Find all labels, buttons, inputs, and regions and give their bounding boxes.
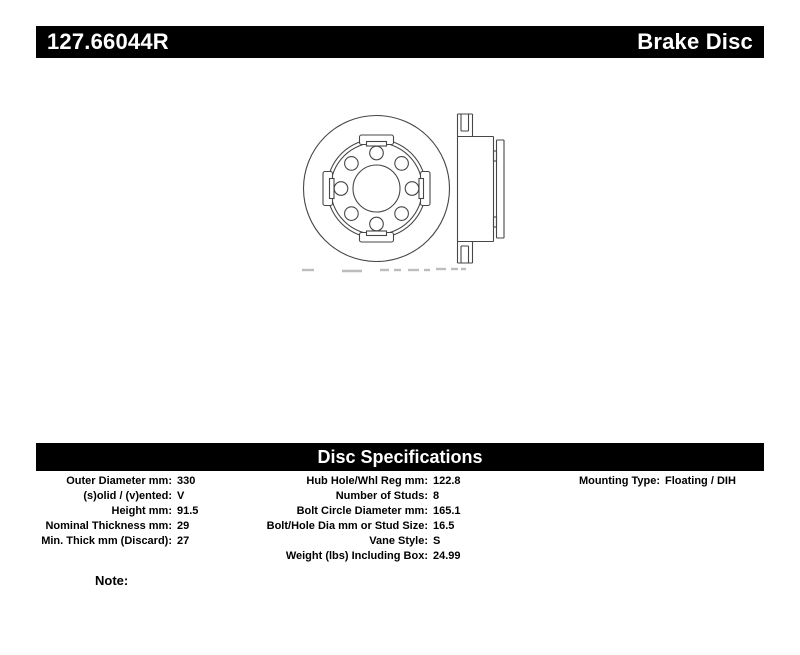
spec-value: Floating / DIH (665, 475, 736, 487)
spec-value: 91.5 (177, 505, 199, 517)
spec-row-outer-diameter (36, 474, 198, 489)
spec-column-left (36, 474, 198, 549)
illegible-watermark-text (302, 269, 466, 271)
spec-label: Bolt/Hole Dia mm or Stud Size: (266, 520, 428, 532)
spec-label: Height mm: (111, 505, 172, 517)
spec-value: 330 (177, 475, 196, 487)
spec-row-min-thickness (36, 534, 198, 549)
spec-row-bolt-circle (262, 504, 461, 519)
spec-label: (s)olid / (v)ented: (83, 490, 172, 502)
note-label: Note: (95, 573, 129, 588)
disc-side-view-icon (458, 114, 505, 263)
spec-column-right (548, 474, 736, 489)
hub-hole (353, 165, 400, 212)
spec-value: 16.5 (433, 520, 455, 532)
spec-value: 122.8 (433, 475, 461, 487)
product-title: Brake Disc (637, 29, 753, 54)
spec-label: Number of Studs: (335, 490, 428, 502)
spec-value: 24.99 (433, 550, 461, 562)
spec-label: Weight (lbs) Including Box: (285, 550, 428, 562)
disc-front-view-icon (304, 116, 450, 262)
spec-label: Bolt Circle Diameter mm: (296, 505, 428, 517)
spec-value: S (433, 535, 441, 547)
spec-row-bolt-hole-dia (262, 519, 461, 534)
spec-label: Outer Diameter mm: (66, 475, 172, 487)
spec-value: 165.1 (433, 505, 461, 517)
spec-label: Mounting Type: (578, 475, 660, 487)
spec-label: Nominal Thickness mm: (45, 520, 172, 532)
stud-holes (334, 146, 419, 231)
brake-disc-drawing (290, 100, 520, 285)
spec-section-bar (36, 443, 764, 471)
part-number: 127.66044R (47, 29, 169, 54)
spec-value: V (177, 490, 185, 502)
spec-row-vane-style (262, 534, 461, 549)
spec-value: 29 (177, 520, 190, 532)
spec-row-height (36, 504, 198, 519)
spec-section-title: Disc Specifications (317, 446, 483, 467)
spec-row-nominal-thickness (36, 519, 198, 534)
spec-row-solid-vented (36, 489, 198, 504)
spec-value: 8 (433, 490, 440, 502)
spec-label: Vane Style: (369, 535, 428, 547)
spec-label: Min. Thick mm (Discard): (41, 535, 172, 547)
spec-value: 27 (177, 535, 190, 547)
spec-row-mounting-type (548, 474, 736, 489)
spec-row-weight (262, 549, 461, 564)
hub-tabs (323, 135, 430, 242)
header-bar (36, 26, 764, 58)
spec-column-middle (262, 474, 461, 564)
spec-label: Hub Hole/Whl Reg mm: (306, 475, 428, 487)
spec-row-number-of-studs (262, 489, 461, 504)
spec-row-hub-hole (262, 474, 461, 489)
